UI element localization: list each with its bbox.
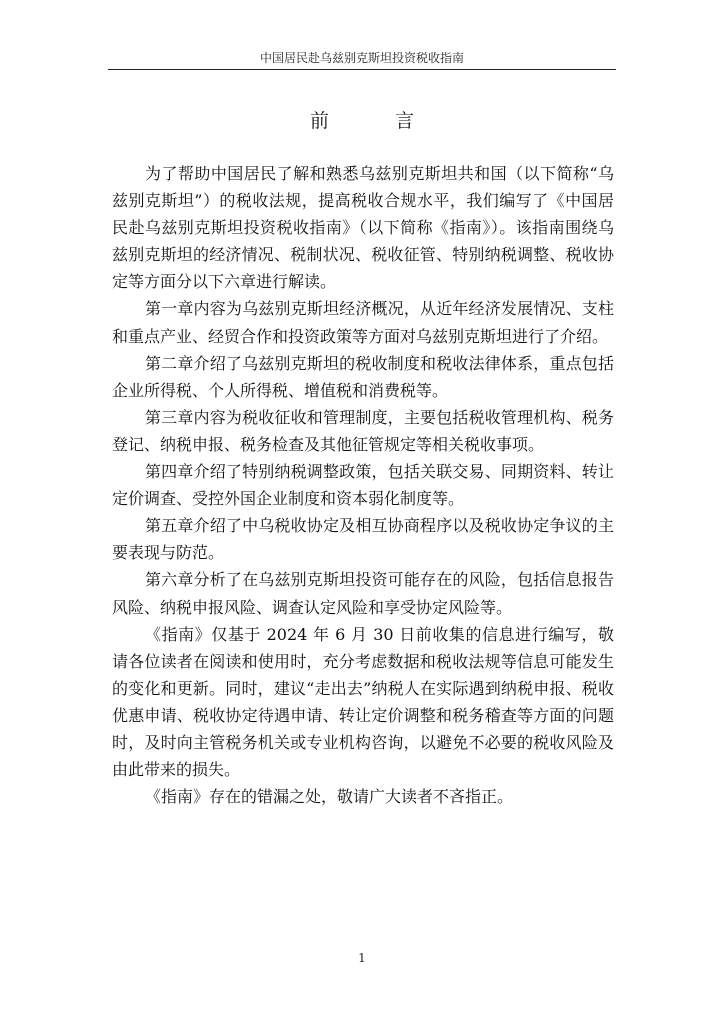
header-divider: [108, 69, 616, 70]
preface-body: [112, 160, 614, 810]
paragraph-intro: 为了帮助中国居民了解和熟悉乌兹别克斯坦共和国（以下简称“乌兹别克斯坦”）的税收法规，提高税收合规水平，我们编写了《中国居民赴乌兹别克斯坦投资税收指南》（以下简称《指南》）。该指南围绕乌兹别克斯坦的经济情况、税制状况、税收征管、特别纳税调整、税收协定等方面分以下六章进行解读。: [112, 164, 614, 292]
paragraph-chapter-2: 第二章介绍了乌兹别克斯坦的税收制度和税收法律体系，重点包括企业所得税、个人所得税、增值税和消费税等。: [112, 353, 614, 400]
running-header: 中国居民赴乌兹别克斯坦投资税收指南: [259, 51, 464, 65]
page-number: 1: [358, 951, 366, 965]
paragraph-chapter-4: 第四章介绍了特别纳税调整政策，包括关联交易、同期资料、转让定价调查、受控外国企业制度和资本弱化制度等。: [112, 462, 614, 509]
paragraph-closing: 《指南》存在的错漏之处，敬请广大读者不吝指正。: [145, 787, 514, 807]
paragraph-disclaimer: 《指南》仅基于 2024 年 6 月 30 日前收集的信息进行编写，敬请各位读者在阅读和使用时，充分考虑数据和税收法规等信息可能发生的变化和更新。同时，建议“走出去”纳税人在实际遇到纳税申报、税收优惠申请、税收协定待遇申请、转让定价调整和税务稽查等方面的问题时，及时向主管税务机关或专业机构咨询，以避免不必要的税收风险及由此带来的损失。: [112, 624, 614, 780]
paragraph-chapter-5: 第五章介绍了中乌税收协定及相互协商程序以及税收协定争议的主要表现与防范。: [112, 516, 614, 563]
paragraph-chapter-6: 第六章分析了在乌兹别克斯坦投资可能存在的风险，包括信息报告风险、纳税申报风险、调查认定风险和享受协定风险等。: [112, 570, 614, 617]
paragraph-chapter-3: 第三章内容为税收征收和管理制度，主要包括税收管理机构、税务登记、纳税申报、税务检查及其他征管规定等相关税收事项。: [112, 407, 614, 454]
page-title: 前 言: [309, 110, 445, 132]
paragraph-chapter-1: 第一章内容为乌兹别克斯坦经济概况，从近年经济发展情况、支柱和重点产业、经贸合作和投资政策等方面对乌兹别克斯坦进行了介绍。: [112, 299, 614, 346]
